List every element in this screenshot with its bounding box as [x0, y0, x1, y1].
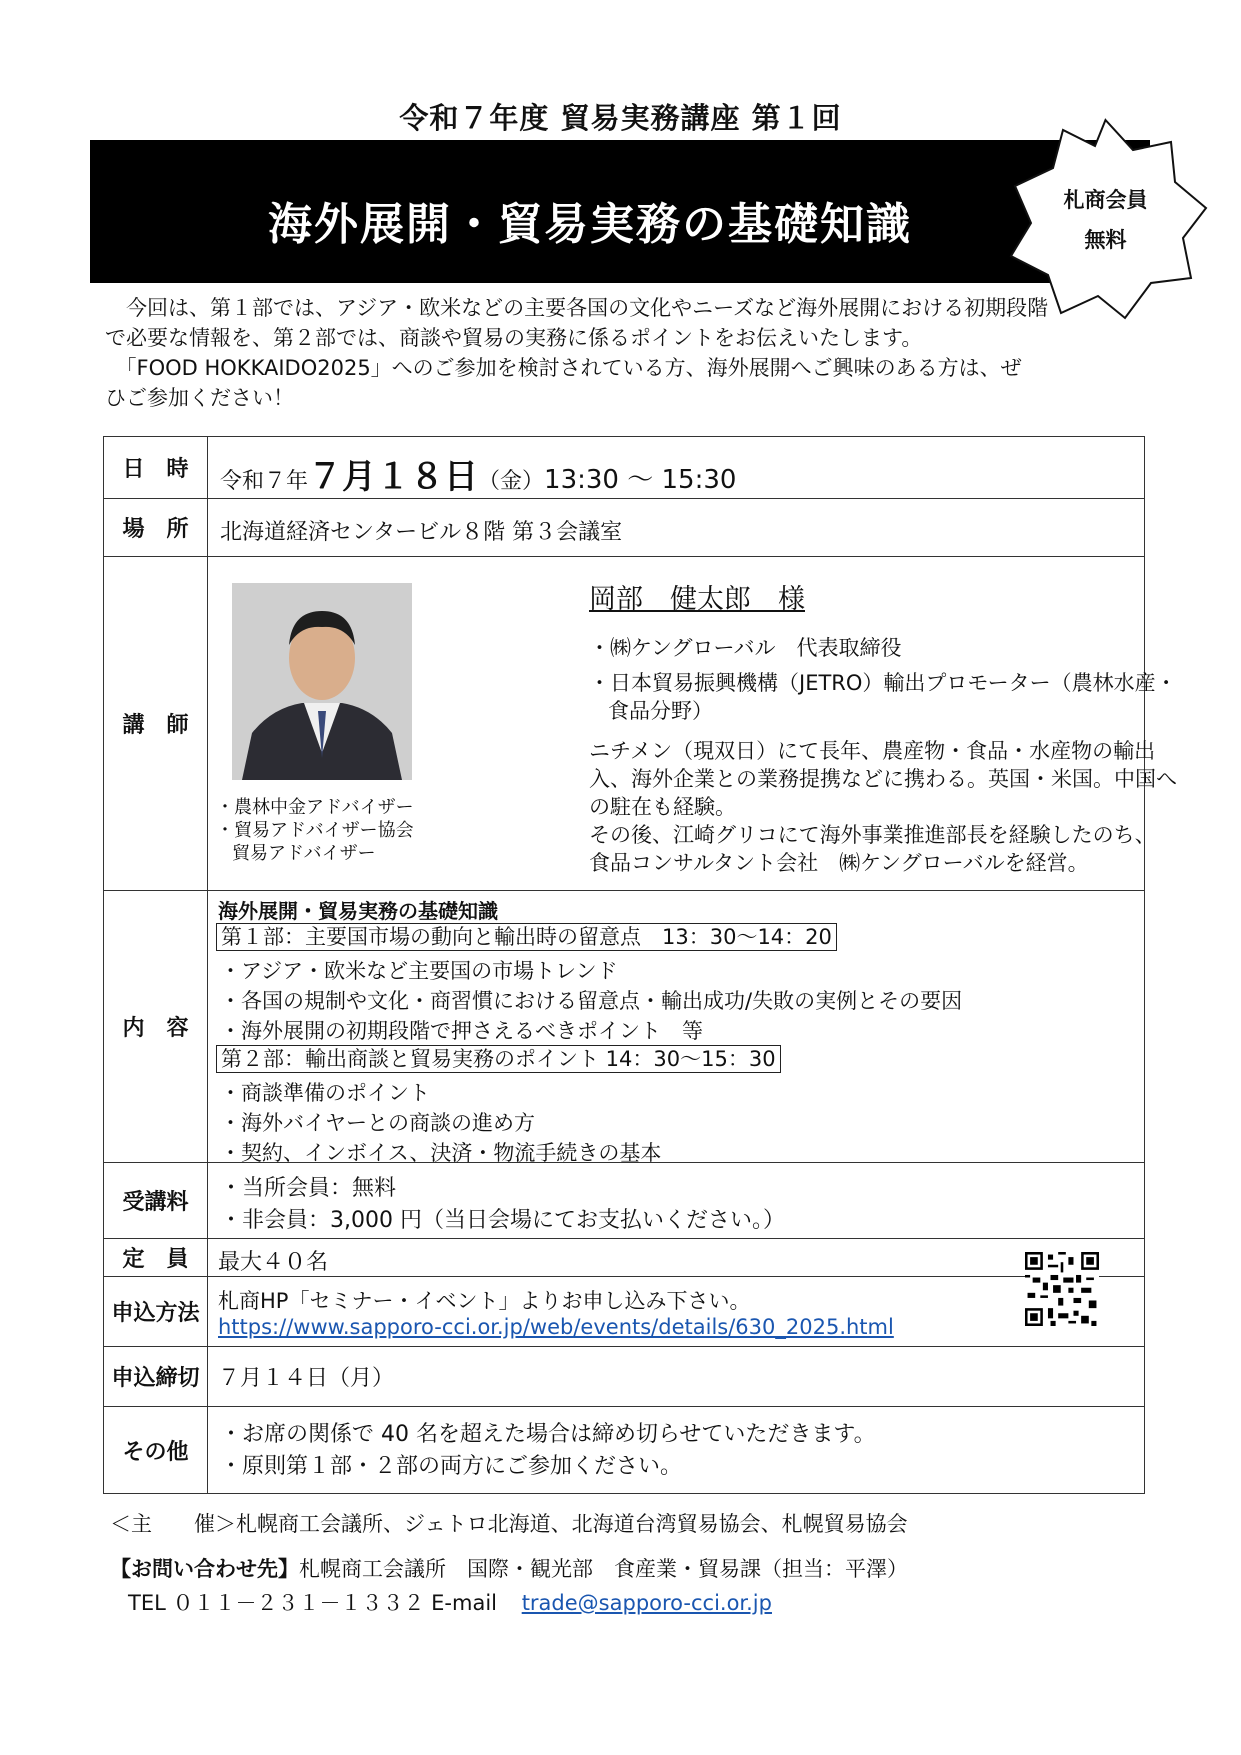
- label-place: 場 所: [104, 499, 208, 557]
- capacity-text: 最大４０名: [218, 1250, 329, 1275]
- content-part-2: 第２部：輸出商談と貿易実務のポイント 14：30～15：30: [216, 1045, 781, 1073]
- photo-note-2: ・貿易アドバイザー協会: [216, 820, 414, 841]
- label-other: その他: [104, 1407, 208, 1494]
- fee-nonmember: ・非会員：3,000 円（当日会場にてお支払いください。）: [220, 1208, 785, 1233]
- value-place: [208, 499, 1145, 557]
- value-deadline: [208, 1347, 1145, 1407]
- badge-line-1: 札商会員: [1063, 188, 1148, 212]
- page-title: 海外展開・貿易実務の基礎知識: [268, 199, 912, 250]
- photo-note-3: 貿易アドバイザー: [232, 843, 376, 864]
- contact-tel-email: [128, 1587, 772, 1617]
- value-fee: [208, 1163, 1145, 1239]
- contact-line: [110, 1553, 908, 1583]
- row-content: [104, 891, 1145, 1163]
- organizers: ＜主 催＞札幌商工会議所、ジェトロ北海道、北海道台湾貿易協会、札幌貿易協会: [110, 1512, 908, 1536]
- other-line-2: ・原則第１部・２部の両方にご参加ください。: [220, 1454, 683, 1479]
- label-deadline: 申込締切: [104, 1347, 208, 1407]
- course-subtitle: 令和７年度 貿易実務講座 第１回: [399, 101, 842, 135]
- label-capacity: 定 員: [104, 1239, 208, 1277]
- lecturer-bio-5: 食品コンサルタント会社 ㈱ケングローバルを経営。: [589, 851, 1089, 875]
- date-weekday: （金）: [478, 469, 545, 494]
- row-apply: [104, 1277, 1145, 1347]
- lecturer-bio-2: 入、海外企業との業務提携などに携わる。英国・米国。中国へ: [589, 767, 1177, 791]
- content-heading: 海外展開・貿易実務の基礎知識: [218, 899, 498, 923]
- row-other: [104, 1407, 1145, 1494]
- value-content: [208, 891, 1145, 1163]
- content-part-1: 第１部：主要国市場の動向と輸出時の留意点 13：30～14：20: [216, 923, 837, 951]
- value-apply: [208, 1277, 1145, 1347]
- apply-instructions: 札商HP「セミナー・イベント」よりお申し込み下さい。: [218, 1289, 751, 1313]
- label-date: 日 時: [104, 437, 208, 499]
- badge-line-2: 無料: [1084, 228, 1127, 252]
- lecturer-bio-3: の駐在も経験。: [589, 795, 736, 819]
- lecturer-photo: [232, 583, 412, 780]
- other-line-1: ・お席の関係で 40 名を超えた場合は締め切らせていただきます。: [220, 1422, 876, 1447]
- apply-url-link[interactable]: https://www.sapporo-cci.or.jp/web/events/details/630_2025.html: [218, 1315, 894, 1339]
- label-content: 内 容: [104, 891, 208, 1163]
- contact-label: 【お問い合わせ先】: [110, 1557, 299, 1581]
- label-fee: 受講料: [104, 1163, 208, 1239]
- intro-line-4: ひご参加ください！: [105, 386, 294, 410]
- value-capacity: [208, 1239, 1145, 1277]
- photo-note-1: ・農林中金アドバイザー: [216, 797, 414, 818]
- lecturer-bio-1: ニチメン（現双日）にて長年、農産物・食品・水産物の輸出: [589, 739, 1156, 763]
- lecturer-name: 岡部 健太郎 様: [589, 584, 805, 615]
- row-capacity: [104, 1239, 1145, 1277]
- badge-text: [1003, 180, 1208, 260]
- fee-member: ・当所会員：無料: [220, 1176, 397, 1201]
- part2-item-1: ・商談準備のポイント: [220, 1081, 430, 1105]
- intro-line-3: 「FOOD HOKKAIDO2025」へのご参加を検討されている方、海外展開へご興味のある方は、ぜ: [105, 356, 1022, 380]
- date-prefix: 令和７年: [220, 469, 309, 494]
- intro-line-1: 今回は、第１部では、アジア・欧米などの主要各国の文化やニーズなど海外展開における初期段階: [105, 296, 1049, 320]
- place-text: 北海道経済センタービル８階 第３会議室: [220, 520, 623, 545]
- lecturer-role-2a: ・日本貿易振興機構（JETRO）輸出プロモーター（農林水産・: [589, 671, 1177, 695]
- contact-email-link[interactable]: trade@sapporo-cci.or.jp: [521, 1591, 772, 1615]
- row-deadline: [104, 1347, 1145, 1407]
- value-date: [208, 437, 1145, 499]
- contact-org: 札幌商工会議所 国際・観光部 食産業・貿易課（担当：平澤）: [299, 1557, 908, 1581]
- contact-tel: TEL ０１１－２３１－１３３２ E-mail: [128, 1591, 497, 1615]
- part2-item-3: ・契約、インボイス、決済・物流手続きの基本: [220, 1141, 662, 1165]
- date-month-day: ７月１８日: [308, 457, 479, 497]
- lecturer-bio-4: その後、江崎グリコにて海外事業推進部長を経験したのち、: [589, 823, 1156, 847]
- row-place: [104, 499, 1145, 557]
- part1-item-3: ・海外展開の初期段階で押さえるべきポイント 等: [220, 1019, 703, 1043]
- part1-item-2: ・各国の規制や文化・商習慣における留意点・輸出成功/失敗の実例とその要因: [220, 989, 963, 1013]
- row-date: [104, 437, 1145, 499]
- qr-code[interactable]: [1025, 1252, 1099, 1326]
- label-apply: 申込方法: [104, 1277, 208, 1347]
- lecturer-role-1: ・㈱ケングローバル 代表取締役: [589, 636, 902, 660]
- value-other: [208, 1407, 1145, 1494]
- label-lecturer: 講 師: [104, 557, 208, 891]
- part2-item-2: ・海外バイヤーとの商談の進め方: [220, 1111, 535, 1135]
- lecturer-role-2b: 食品分野）: [608, 699, 713, 723]
- date-time: 13:30 ～ 15:30: [544, 465, 737, 495]
- part1-item-1: ・アジア・欧米など主要国の市場トレンド: [220, 959, 618, 983]
- intro-line-2: で必要な情報を、第２部では、商談や貿易の実務に係るポイントをお伝えいたします。: [105, 326, 923, 350]
- deadline-text: ７月１４日（月）: [218, 1366, 395, 1391]
- row-fee: [104, 1163, 1145, 1239]
